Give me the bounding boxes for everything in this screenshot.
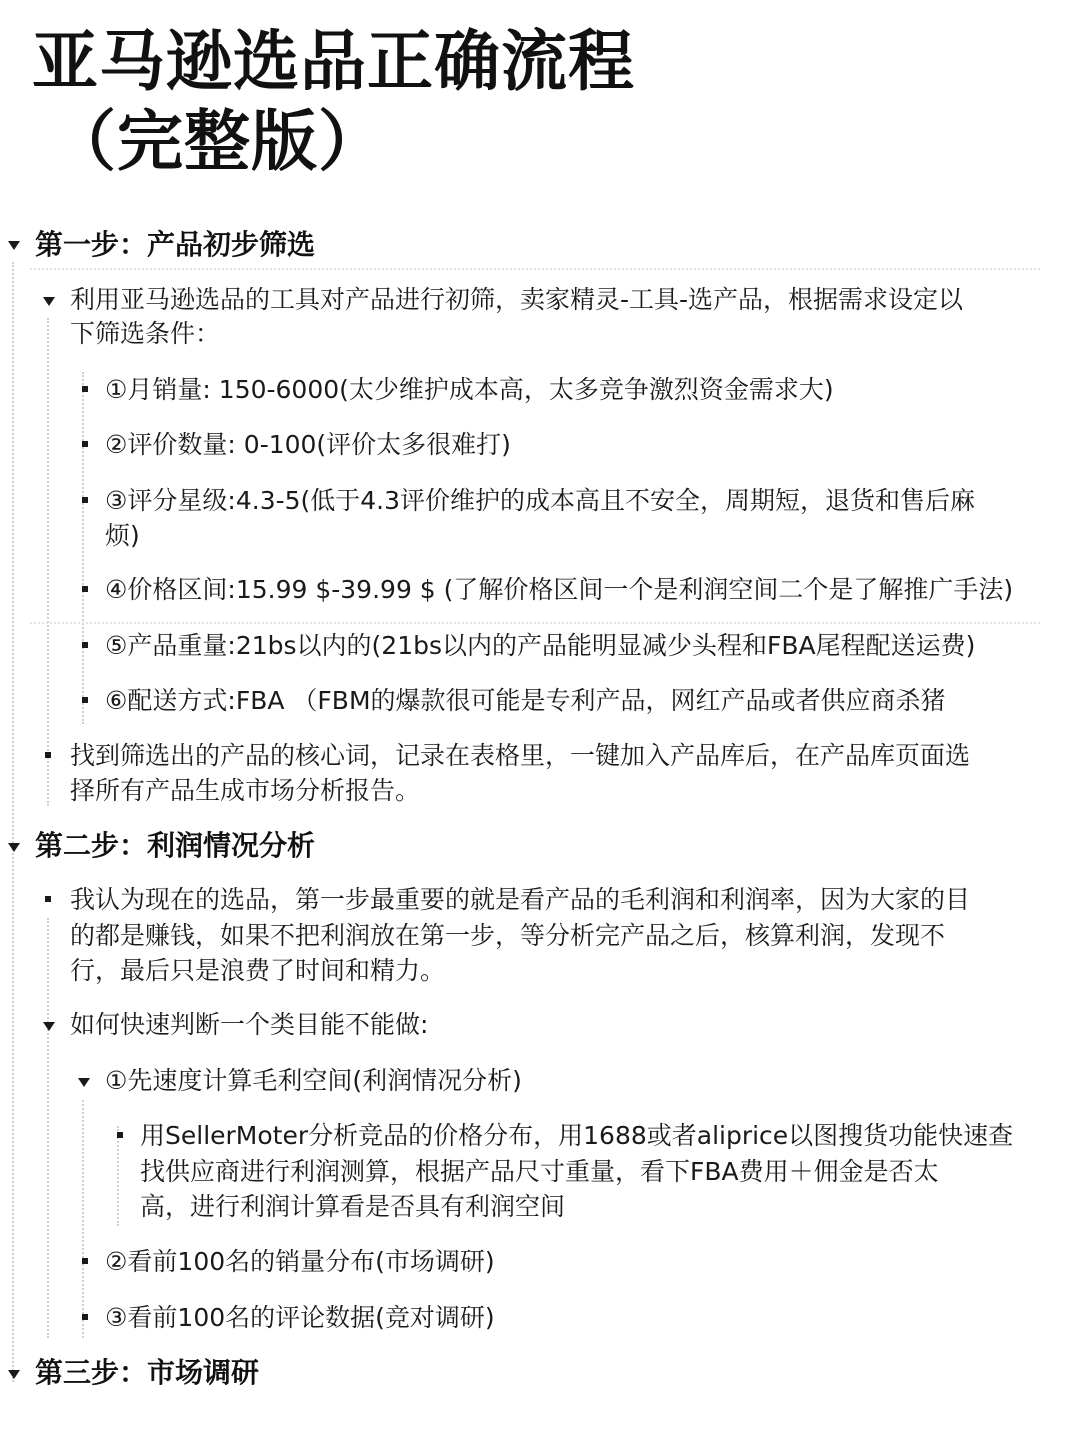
- collapse-toggle-icon[interactable]: [8, 843, 20, 852]
- bullet-icon: [82, 642, 88, 648]
- guide-line-criteria: [82, 372, 84, 724]
- divider-dotted-2: [30, 622, 1040, 624]
- collapse-toggle-icon[interactable]: [8, 241, 20, 250]
- criteria-reviews: ②评价数量: 0-100(评价太多很难打): [105, 430, 511, 459]
- step1-intro-line2: 下筛选条件：: [70, 319, 221, 348]
- step2-sub1-detail-line3: 高，进行利润计算看是否具有利润空间: [140, 1192, 566, 1221]
- bullet-icon: [45, 752, 51, 758]
- collapse-toggle-icon[interactable]: [43, 297, 55, 306]
- divider-dotted: [30, 268, 1040, 270]
- collapse-toggle-icon[interactable]: [43, 1022, 55, 1031]
- step2-sub2: ②看前100名的销量分布(市场调研): [105, 1247, 495, 1276]
- step2-heading: 第二步：利润情况分析: [35, 829, 316, 862]
- collapse-toggle-icon[interactable]: [78, 1078, 90, 1087]
- page-title: [32, 22, 635, 182]
- bullet-icon: [82, 1314, 88, 1320]
- step2-sub1-detail-line2: 找供应商进行利润测算，根据产品尺寸重量，看下FBA费用＋佣金是否太: [140, 1157, 939, 1186]
- criteria-rating-line2: 烦): [105, 521, 140, 550]
- criteria-shipping: ⑥配送方式:FBA （FBM的爆款很可能是专利产品，网红产品或者供应商杀猪: [105, 686, 946, 715]
- bullet-icon: [82, 497, 88, 503]
- guide-line-root: [12, 262, 14, 1382]
- step2-sub1: ①先速度计算毛利空间(利润情况分析): [105, 1066, 522, 1095]
- step1-intro-line1: 利用亚马逊选品的工具对产品进行初筛，卖家精灵-工具-选产品，根据需求设定以: [70, 285, 964, 314]
- criteria-price: ④价格区间:15.99 $-39.99 $ (了解价格区间一个是利润空间二个是了解推广手法): [105, 575, 1014, 604]
- guide-line-step2: [47, 918, 49, 1338]
- title-line-2: （完整版）: [50, 103, 385, 180]
- bullet-icon: [82, 586, 88, 592]
- step1-next-line2: 择所有产品生成市场分析报告。: [70, 776, 421, 805]
- bullet-icon: [82, 441, 88, 447]
- step2-para-line1: 我认为现在的选品，第一步最重要的就是看产品的毛利润和利润率，因为大家的目: [70, 885, 971, 914]
- bullet-icon: [45, 896, 51, 902]
- criteria-sales: ①月销量: 150-6000(太少维护成本高，太多竞争激烈资金需求大): [105, 375, 834, 404]
- bullet-icon: [82, 386, 88, 392]
- collapse-toggle-icon[interactable]: [8, 1370, 20, 1379]
- criteria-rating-line1: ③评分星级:4.3-5(低于4.3评价维护的成本高且不安全，周期短，退货和售后麻: [105, 486, 976, 515]
- step1-next-line1: 找到筛选出的产品的核心词，记录在表格里，一键加入产品库后，在产品库页面选: [70, 741, 971, 770]
- step2-sub1-detail-line1: 用SellerMoter分析竞品的价格分布，用1688或者aliprice以图搜货功能快速查: [140, 1121, 1014, 1150]
- step2-sub3: ③看前100名的评论数据(竞对调研): [105, 1303, 495, 1332]
- guide-line-sub: [82, 1100, 84, 1338]
- step1-heading: 第一步：产品初步筛选: [35, 228, 316, 261]
- bullet-icon: [82, 697, 88, 703]
- guide-line-sub1: [117, 1126, 119, 1226]
- criteria-weight: ⑤产品重量:21bs以内的(21bs以内的产品能明显减少头程和FBA尾程配送运费): [105, 631, 976, 660]
- guide-line-step1: [47, 318, 49, 806]
- step2-judge: 如何快速判断一个类目能不能做:: [70, 1010, 429, 1039]
- step3-heading: 第三步：市场调研: [35, 1356, 260, 1389]
- bullet-icon: [117, 1132, 123, 1138]
- step2-para-line3: 行，最后只是浪费了时间和精力。: [70, 956, 446, 985]
- title-line-1: 亚马逊选品正确流程: [32, 23, 635, 100]
- bullet-icon: [82, 1258, 88, 1264]
- step2-para-line2: 的都是赚钱，如果不把利润放在第一步，等分析完产品之后，核算利润，发现不: [70, 921, 946, 950]
